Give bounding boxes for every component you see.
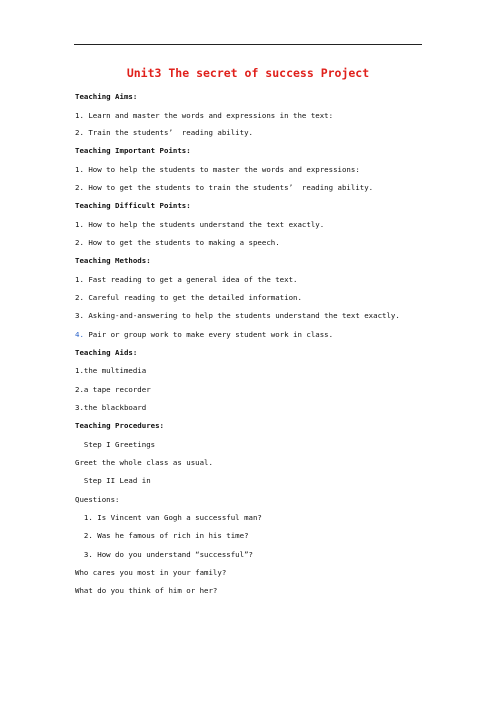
important-points-heading: Teaching Important Points: [75,146,191,155]
difficult-points-heading: Teaching Difficult Points: [75,201,191,210]
extra-question-1: Who cares you most in your family? [75,568,227,577]
aid-1: 1.the multimedia [75,366,147,375]
header-rule [74,44,422,45]
method-4-text: Pair or group work to make every student work in class. [83,330,334,339]
methods-heading: Teaching Methods: [75,256,151,265]
aids-heading: Teaching Aids: [75,348,138,357]
question-2: 2. Was he famous of rich in his time? [75,531,249,540]
step-1: Step I Greetings [75,440,156,449]
questions-label: Questions: [75,495,120,504]
method-4 [75,331,333,338]
difficult-point-2: 2. How to get the students to making a speech. [75,238,280,247]
extra-question-2: What do you think of him or her? [75,586,218,595]
step-2: Step II Lead in [75,476,151,485]
method-2: 2. Careful reading to get the detailed information. [75,293,302,302]
aims-heading: Teaching Aims: [75,92,138,101]
procedures-heading: Teaching Procedures: [75,421,164,430]
method-1: 1. Fast reading to get a general idea of the text. [75,275,298,284]
document-title: Unit3 The secret of success Project [126,66,370,80]
aid-2: 2.a tape recorder [75,385,151,394]
aims-item-2: 2. Train the students’ reading ability. [75,128,253,137]
question-3: 3. How do you understand “successful”? [75,550,253,559]
question-1: 1. Is Vincent van Gogh a successful man? [75,513,262,522]
difficult-point-1: 1. How to help the students understand the text exactly. [75,220,325,229]
aid-3: 3.the blackboard [75,403,147,412]
important-point-1: 1. How to help the students to master the words and expressions: [75,165,360,174]
method-4-number: 4. [75,330,84,339]
method-3: 3. Asking-and-answering to help the students understand the text exactly. [75,311,400,320]
step-1-text: Greet the whole class as usual. [75,458,213,467]
important-point-2: 2. How to get the students to train the students’ reading ability. [75,183,374,192]
aims-item-1: 1. Learn and master the words and expressions in the text: [75,111,334,120]
